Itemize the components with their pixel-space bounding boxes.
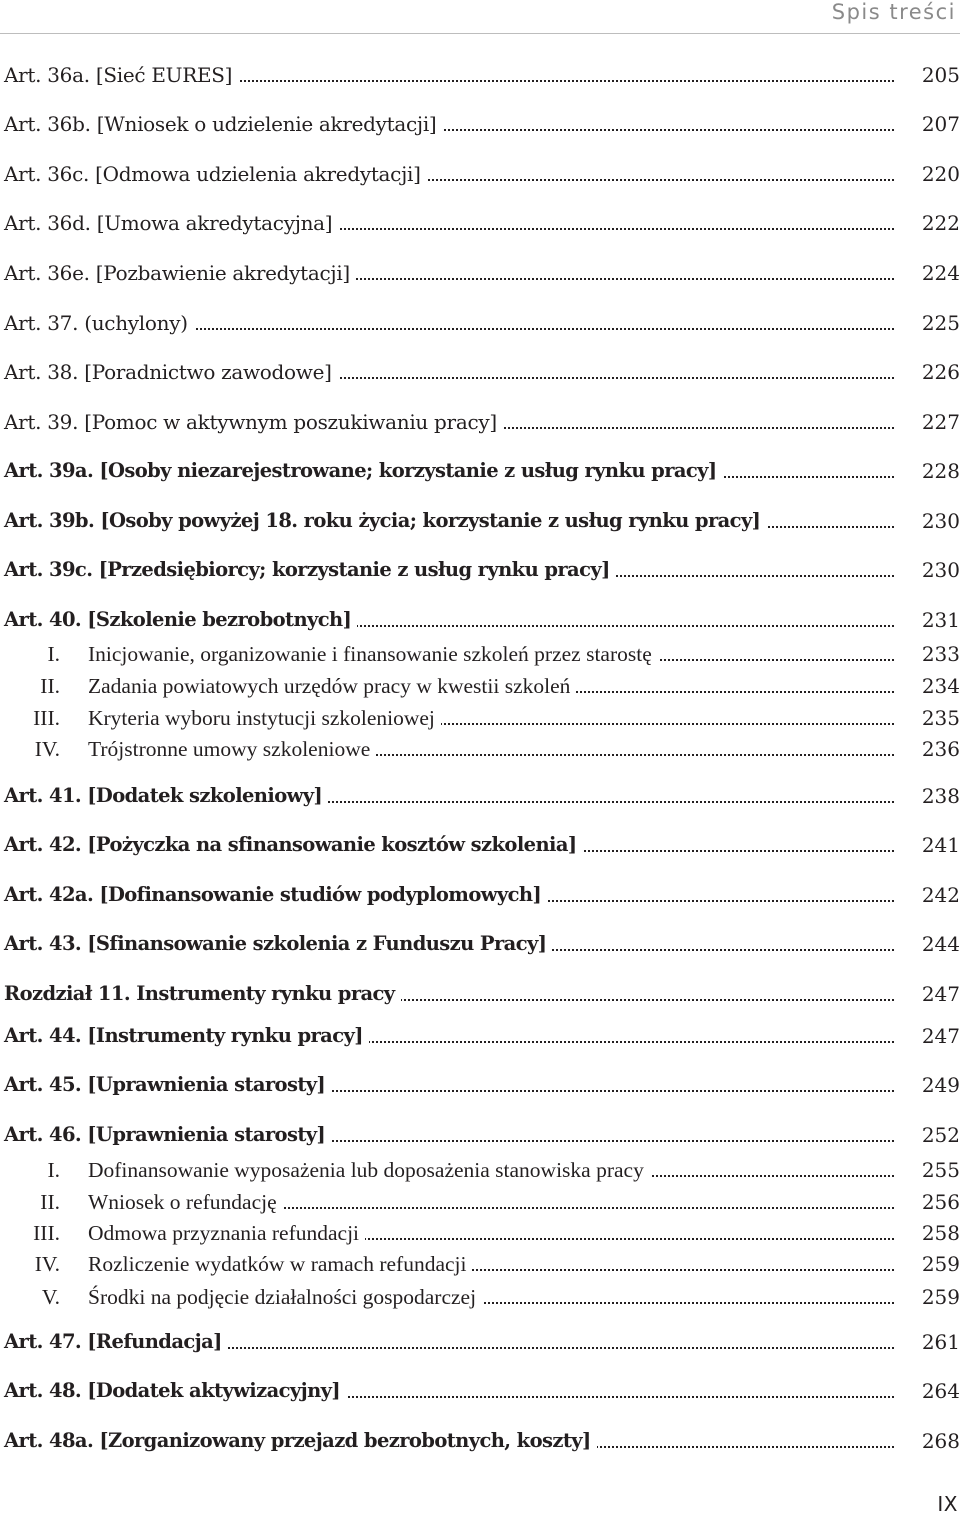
toc-entry-title: Art. 36d. [Umowa akredytacyjna] — [4, 210, 338, 236]
toc-subentry-page: 256 — [900, 1189, 960, 1215]
toc-entry[interactable] — [0, 409, 960, 435]
toc-entry-page: 249 — [900, 1072, 960, 1098]
toc-subentry-numeral: I. — [47, 642, 60, 666]
toc-subentry[interactable] — [0, 641, 960, 667]
toc-entry[interactable] — [0, 1023, 960, 1049]
toc-entry-page: 252 — [900, 1122, 960, 1148]
toc-entry[interactable] — [0, 1329, 960, 1355]
toc-entry[interactable] — [0, 1378, 960, 1404]
toc-subentry[interactable] — [0, 1157, 960, 1183]
toc-subentry-title: Odmowa przyznania refundacji — [88, 1220, 365, 1246]
toc-subentry-numeral: III. — [33, 1221, 60, 1245]
toc-entry[interactable] — [0, 359, 960, 385]
toc-subentry[interactable] — [0, 1251, 960, 1277]
toc-subentry[interactable] — [0, 736, 960, 762]
toc-subentry-page: 258 — [900, 1220, 960, 1246]
toc-entry-page: 247 — [900, 1023, 960, 1049]
toc-entry-page: 207 — [900, 111, 960, 137]
toc-entry[interactable] — [0, 1122, 960, 1148]
toc-subentry-title: Dofinansowanie wyposażenia lub doposażenia stanowiska pracy — [88, 1157, 650, 1183]
toc-subentry-page: 236 — [900, 736, 960, 762]
toc-entry-title: Art. 39. [Pomoc w aktywnym poszukiwaniu pracy] — [4, 409, 503, 435]
toc-subentry-title: Rozliczenie wydatków w ramach refundacji — [88, 1251, 472, 1277]
toc-entry[interactable] — [0, 508, 960, 534]
toc-entry-title: Art. 38. [Poradnictwo zawodowe] — [4, 359, 338, 385]
toc-subentry-title: Trójstronne umowy szkoleniowe — [88, 736, 376, 762]
toc-subentry-numeral: IV. — [34, 737, 60, 761]
toc-entry[interactable] — [0, 783, 960, 809]
toc-chapter-title: Rozdział 11. Instrumenty rynku pracy — [4, 981, 401, 1007]
toc-entry-title: Art. 42a. [Dofinansowanie studiów podyplomowych] — [4, 882, 547, 908]
toc-entry-page: 241 — [900, 832, 960, 858]
toc-subentry-title: Zadania powiatowych urzędów pracy w kwestii szkoleń — [88, 673, 576, 699]
toc-subentry-page: 259 — [900, 1251, 960, 1277]
toc-subentry[interactable] — [0, 1189, 960, 1215]
toc-entry-title: Art. 48a. [Zorganizowany przejazd bezrobotnych, koszty] — [4, 1428, 597, 1454]
toc-entry-title: Art. 42. [Pożyczka na sfinansowanie kosztów szkolenia] — [4, 832, 583, 858]
toc-entry-page: 222 — [900, 210, 960, 236]
toc-subentry-numeral: V. — [41, 1285, 60, 1309]
toc-entry[interactable] — [0, 62, 960, 88]
toc-entry-page: 228 — [900, 458, 960, 484]
toc-entry[interactable] — [0, 1072, 960, 1098]
toc-entry-page: 205 — [900, 62, 960, 88]
toc-chapter-entry[interactable] — [0, 981, 960, 1007]
toc-entry-title: Art. 37. (uchylony) — [4, 310, 194, 336]
toc-subentry-numeral: I. — [47, 1158, 60, 1182]
toc-entry[interactable] — [0, 458, 960, 484]
toc-entry-page: 261 — [900, 1329, 960, 1355]
toc-entry-page: 264 — [900, 1378, 960, 1404]
header-rule — [0, 33, 960, 34]
toc-subentry-numeral: II. — [40, 1190, 60, 1214]
toc-entry-page: 227 — [900, 409, 960, 435]
toc-subentry[interactable] — [0, 1220, 960, 1246]
toc-entry-title: Art. 47. [Refundacja] — [4, 1329, 228, 1355]
toc-entry[interactable] — [0, 931, 960, 957]
page-number: IX — [937, 1492, 958, 1516]
toc-subentry-page: 235 — [900, 705, 960, 731]
toc-chapter-page: 247 — [900, 981, 960, 1007]
toc-subentry-title: Wniosek o refundację — [88, 1189, 283, 1215]
toc-entry-title: Art. 43. [Sfinansowanie szkolenia z Funduszu Pracy] — [4, 931, 552, 957]
toc-entry-title: Art. 39a. [Osoby niezarejestrowane; korzystanie z usług rynku pracy] — [4, 458, 723, 484]
toc-entry[interactable] — [0, 111, 960, 137]
toc-entry-page: 238 — [900, 783, 960, 809]
toc-entry-title: Art. 40. [Szkolenie bezrobotnych] — [4, 607, 357, 633]
toc-entry-page: 230 — [900, 557, 960, 583]
toc-entry[interactable] — [0, 161, 960, 187]
toc-entry[interactable] — [0, 260, 960, 286]
toc-entry[interactable] — [0, 832, 960, 858]
toc-entry-title: Art. 36a. [Sieć EURES] — [4, 62, 238, 88]
toc-entry-title: Art. 48. [Dodatek aktywizacyjny] — [4, 1378, 346, 1404]
toc-subentry[interactable] — [0, 673, 960, 699]
toc-entry-page: 226 — [900, 359, 960, 385]
toc-entry-title: Art. 36c. [Odmowa udzielenia akredytacji] — [4, 161, 427, 187]
toc-entry-page: 224 — [900, 260, 960, 286]
toc-subentry-title: Inicjowanie, organizowanie i finansowanie szkoleń przez starostę — [88, 641, 658, 667]
toc-subentry-numeral: III. — [33, 706, 60, 730]
toc-entry-page: 225 — [900, 310, 960, 336]
toc-entry-page: 244 — [900, 931, 960, 957]
toc-entry-title: Art. 36b. [Wniosek o udzielenie akredytacji] — [4, 111, 442, 137]
toc-entry[interactable] — [0, 607, 960, 633]
toc-entry-title: Art. 46. [Uprawnienia starosty] — [4, 1122, 331, 1148]
running-header-title: Spis treści — [831, 0, 956, 24]
toc-subentry-page: 259 — [900, 1284, 960, 1310]
toc-entry-page: 242 — [900, 882, 960, 908]
toc-entry-page: 230 — [900, 508, 960, 534]
toc-entry[interactable] — [0, 210, 960, 236]
toc-subentry-numeral: IV. — [34, 1252, 60, 1276]
toc-entry[interactable] — [0, 310, 960, 336]
toc-entry-title: Art. 41. [Dodatek szkoleniowy] — [4, 783, 328, 809]
toc-entry-page: 220 — [900, 161, 960, 187]
toc-subentry[interactable] — [0, 1284, 960, 1310]
toc-entry-page: 268 — [900, 1428, 960, 1454]
toc-subentry-numeral: II. — [40, 674, 60, 698]
toc-entry[interactable] — [0, 882, 960, 908]
toc-entry-title: Art. 39c. [Przedsiębiorcy; korzystanie z usług rynku pracy] — [4, 557, 616, 583]
toc-subentry-page: 234 — [900, 673, 960, 699]
toc-entry-page: 231 — [900, 607, 960, 633]
toc-entry-title: Art. 39b. [Osoby powyżej 18. roku życia; korzystanie z usług rynku pracy] — [4, 508, 766, 534]
toc-entry-title: Art. 44. [Instrumenty rynku pracy] — [4, 1023, 369, 1049]
toc-subentry-page: 233 — [900, 641, 960, 667]
toc-subentry-title: Kryteria wyboru instytucji szkoleniowej — [88, 705, 441, 731]
toc-subentry[interactable] — [0, 705, 960, 731]
toc-entry-title: Art. 36e. [Pozbawienie akredytacji] — [4, 260, 356, 286]
toc-subentry-page: 255 — [900, 1157, 960, 1183]
toc-subentry-title: Środki na podjęcie działalności gospodarczej — [88, 1284, 482, 1310]
toc-entry[interactable] — [0, 557, 960, 583]
toc-entry[interactable] — [0, 1428, 960, 1454]
toc-entry-title: Art. 45. [Uprawnienia starosty] — [4, 1072, 331, 1098]
running-header — [0, 0, 960, 28]
